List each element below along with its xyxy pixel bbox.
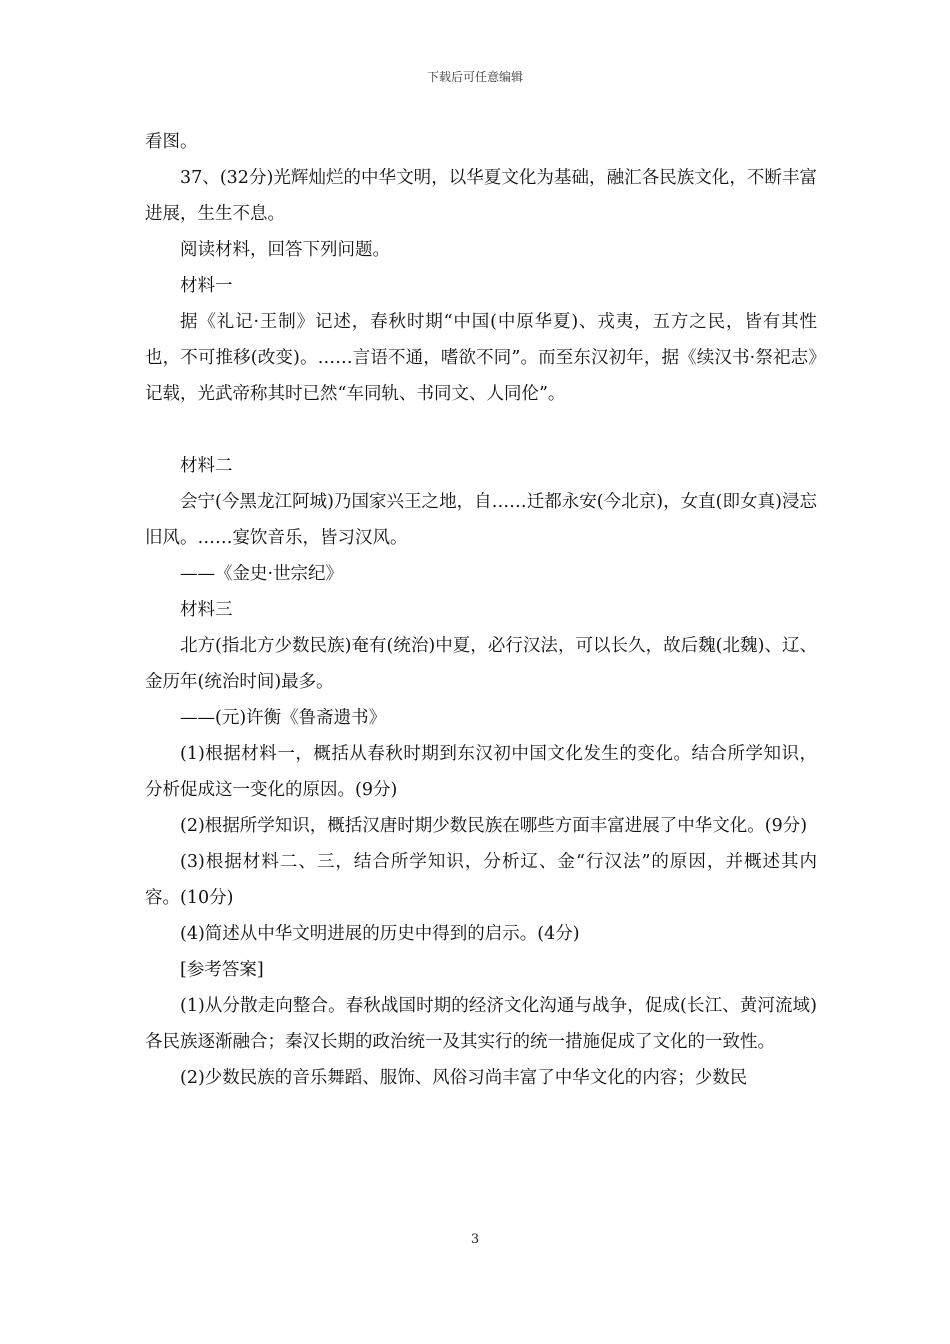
question-part-2: (2)根据所学知识，概括汉唐时期少数民族在哪些方面丰富进展了中华文化。(9分): [180, 816, 808, 836]
answer-part-1: (1)从分散走向整合。春秋战国时期的经济文化沟通与战争，促成(长江、黄河流域)各民族逐渐融合；秦汉长期的政治统一及其实行的统一措施促成了文化的一致性。: [145, 996, 817, 1052]
paragraph-intro: 看图。: [145, 132, 198, 152]
material-1-text: 据《礼记·王制》记述，春秋时期“中国(中原华夏)、戎夷，五方之民，皆有其性也，不可推移(改变)。……言语不通，嗜欲不同”。而至东汉初年，据《续汉书·祭祀志》记载，光武帝称其时已然“车同轨、书同文、人同伦”。: [145, 312, 817, 404]
instruction-text: 阅读材料，回答下列问题。: [180, 240, 390, 260]
answer-part-2: (2)少数民族的音乐舞蹈、服饰、风俗习尚丰富了中华文化的内容；少数民: [180, 1068, 748, 1088]
question-part-3: (3)根据材料二、三，结合所学知识，分析辽、金“行汉法”的原因，并概述其内容。(10分): [145, 852, 817, 908]
page-number: 3: [470, 1232, 480, 1247]
material-3-source: ——(元)许衡《鲁斋遗书》: [180, 708, 387, 728]
question-part-4: (4)简述从中华文明进展的历史中得到的启示。(4分): [180, 924, 580, 944]
document-body: [145, 124, 817, 1096]
material-2-text: 会宁(今黑龙江阿城)乃国家兴王之地，自……迁都永安(今北京)，女直(即女真)浸忘旧风。……宴饮音乐，皆习汉风。: [145, 492, 817, 548]
material-2-source: ——《金史·世宗纪》: [180, 564, 344, 584]
material-1-heading: 材料一: [180, 276, 233, 296]
material-2-heading: 材料二: [180, 456, 233, 476]
material-3-text: 北方(指北方少数民族)奄有(统治)中夏，必行汉法，可以长久，故后魏(北魏)、辽、金历年(统治时间)最多。: [145, 636, 817, 692]
material-3-heading: 材料三: [180, 600, 233, 620]
question-part-1: (1)根据材料一，概括从春秋时期到东汉初中国文化发生的变化。结合所学知识，分析促成这一变化的原因。(9分): [145, 744, 817, 800]
answer-heading: [参考答案]: [180, 960, 264, 980]
page-header: 下载后可任意编辑: [426, 70, 523, 84]
question-37-stem: 37、(32分)光辉灿烂的中华文明，以华夏文化为基础，融汇各民族文化，不断丰富进展，生生不息。: [145, 168, 817, 224]
